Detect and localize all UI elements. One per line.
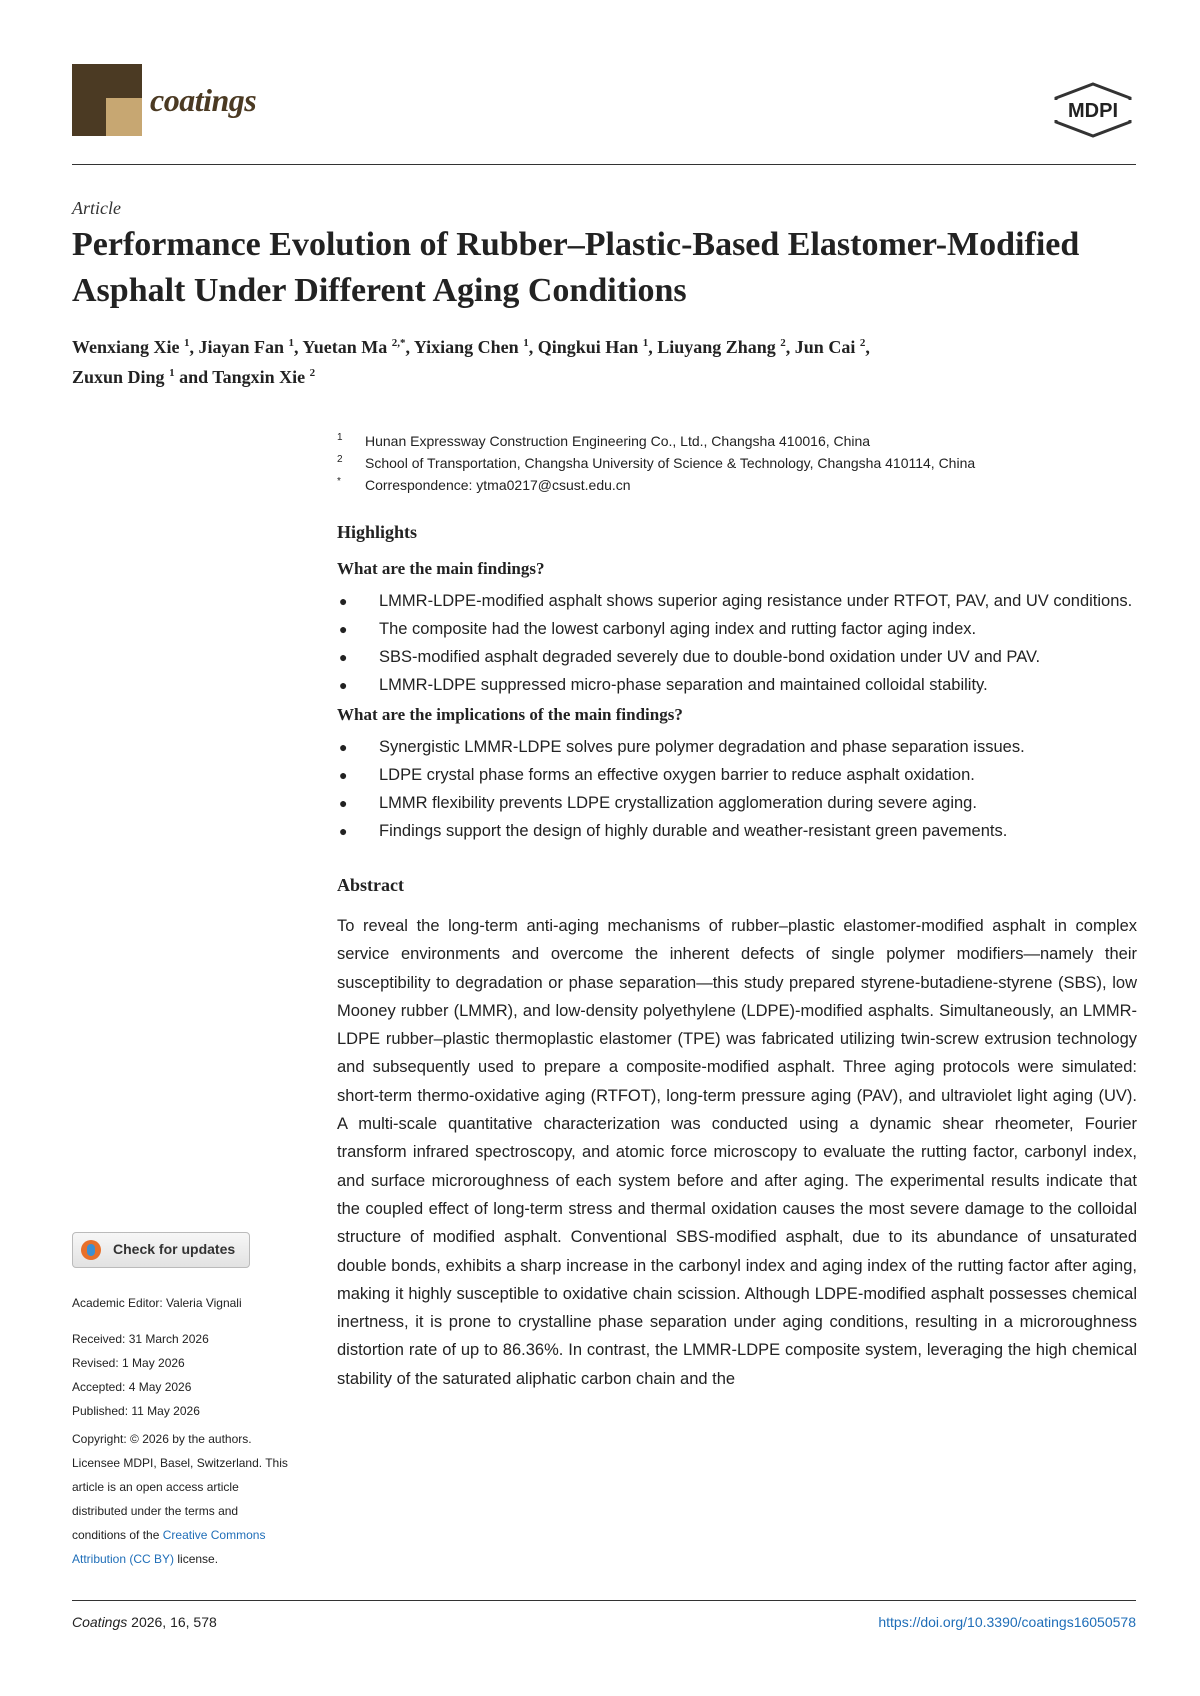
abstract-heading: Abstract [337, 875, 404, 895]
mdpi-logo [1050, 82, 1136, 138]
author[interactable]: Jiayan Fan $^1$ [198, 337, 295, 357]
author[interactable]: Wenxiang Xie $^1$ [72, 337, 190, 357]
article-metadata [72, 1291, 292, 1571]
findings-list [337, 587, 1137, 699]
author[interactable]: Zuxun Ding $^1$ [72, 367, 175, 387]
revised-date: Revised: 1 May 2026 [72, 1356, 185, 1370]
journal-name: coatings [150, 82, 257, 118]
author[interactable]: Liuyang Zhang $^2$ [657, 337, 786, 357]
implications-heading: What are the implications of the main findings? [337, 705, 683, 724]
author-list: Wenxiang Xie $^1$, Jiayan Fan $^1$, Yuetan Ma $^{2,*}$, Yixiang Chen $^1$, Qingkui Han $^1$, Liuyang Zhang $^2$, Jun Cai $^2$, Zuxun Ding $^1$ and Tangxin Xie $^2$ [72, 337, 870, 387]
main-column [337, 430, 1137, 1393]
citation: Coatings 2026, 16, 578 [72, 1614, 217, 1630]
list-item: ● Synergistic LMMR-LDPE solves pure polymer degradation and phase separation issues. [339, 738, 1025, 756]
author[interactable]: Tangxin Xie $^2$ [212, 367, 316, 387]
copyright-notice: Copyright: © 2026 by the authors. Licensee MDPI, Basel, Switzerland. This article is an open access article distributed under the terms and conditions of the Creative Commons Attribution (CC BY) license. [72, 1432, 288, 1566]
list-item: ● The composite had the lowest carbonyl aging index and rutting factor aging index. [339, 620, 977, 638]
check-for-updates-label: Check for updates [113, 1241, 236, 1257]
list-item: ● LDPE crystal phase forms an effective oxygen barrier to reduce asphalt oxidation. [339, 766, 975, 784]
affiliations [337, 430, 1137, 496]
check-updates-icon [81, 1240, 101, 1260]
author[interactable]: Yixiang Chen $^1$ [413, 337, 529, 357]
abstract-text: To reveal the long-term anti-aging mechanisms of rubber–plastic elastomer-modified asphalt in complex service environments and overcome the inherent defects of single polymer modifiers—namely their susceptibility to degradation or phase separation—this study prepared styrene-butadiene-styrene (SBS), low Mooney rubber (LMMR), and low-density polyethylene (LDPE)-modified asphalts. Simultaneously, an LMMR-LDPE rubber–plastic thermoplastic elastomer (TPE) was fabricated utilizing twin-screw extrusion technology and subsequently used to prepare a composite-modified asphalt. Three aging protocols were simulated: short-term thermo-oxidative aging (RTFOT), long-term pressure aging (PAV), and ultraviolet light aging (UV). A multi-scale quantitative characterization was conducted using a dynamic shear rheometer, Fourier transform infrared spectroscopy, and atomic force microscopy to evaluate the rutting factor, carbonyl index, and surface microroughness of each system before and after aging. The experimental results indicate that the coupled effect of long-term stress and thermal oxidation causes the most severe damage to the colloidal structure of modified asphalt. Conventional SBS-modified asphalt, due to its abundance of unsaturated double bonds, exhibits a sharp increase in the carbonyl index and aging index of the rutting factor after aging, making it highly susceptible to oxidative chain scission. Although LDPE-modified asphalt possesses chemical inertness, it is prone to crystalline phase separation under aging conditions, resulting in a microroughness distortion rate of up to 86.36%. In contrast, the LMMR-LDPE composite system, leveraging the high chemical stability of the saturated aliphatic carbon chain and the [337, 917, 1137, 1388]
accepted-date: Accepted: 4 May 2026 [72, 1380, 192, 1394]
footer-divider [72, 1600, 1136, 1601]
doi-link[interactable]: https://doi.org/10.3390/coatings16050578 [878, 1614, 1136, 1630]
author[interactable]: Qingkui Han $^1$ [537, 337, 649, 357]
affiliation: 1 Hunan Expressway Construction Engineering Co., Ltd., Changsha 410016, China [337, 432, 871, 449]
author[interactable]: Yuetan Ma $^{2,*}$ [302, 337, 406, 357]
list-item: ● SBS-modified asphalt degraded severely due to double-bond oxidation under UV and PAV. [339, 648, 1041, 666]
journal-logo [72, 64, 142, 136]
highlights-heading: Highlights [337, 522, 418, 542]
list-item: ● LMMR flexibility prevents LDPE crystallization agglomeration during severe aging. [339, 794, 977, 812]
published-date: Published: 11 May 2026 [72, 1404, 200, 1418]
received-date: Received: 31 March 2026 [72, 1332, 209, 1346]
findings-heading: What are the main findings? [337, 559, 545, 578]
license-link[interactable]: Creative Commons Attribution (CC BY) [72, 1528, 266, 1566]
academic-editor: Academic Editor: Valeria Vignali [72, 1296, 242, 1310]
implications-list [337, 733, 1137, 845]
check-for-updates-button[interactable] [72, 1232, 250, 1268]
article-title: Performance Evolution of Rubber–Plastic-Based Elastomer-Modified Asphalt Under Different Aging Conditions [72, 226, 1080, 309]
list-item: ● LMMR-LDPE suppressed micro-phase separation and maintained colloidal stability. [339, 676, 988, 694]
author[interactable]: Jun Cai $^2$ [794, 337, 866, 357]
header-divider [72, 164, 1136, 165]
list-item: ● LMMR-LDPE-modified asphalt shows superior aging resistance under RTFOT, PAV, and UV conditions. [339, 592, 1133, 610]
publisher-logo-text: MDPI [1068, 100, 1118, 122]
correspondence[interactable]: * Correspondence: ytma0217@csust.edu.cn [337, 476, 631, 493]
list-item: ● Findings support the design of highly durable and weather-resistant green pavements. [339, 822, 1008, 840]
affiliation: 2 School of Transportation, Changsha University of Science & Technology, Changsha 410114, China [337, 454, 976, 471]
article-type: Article [72, 198, 121, 218]
